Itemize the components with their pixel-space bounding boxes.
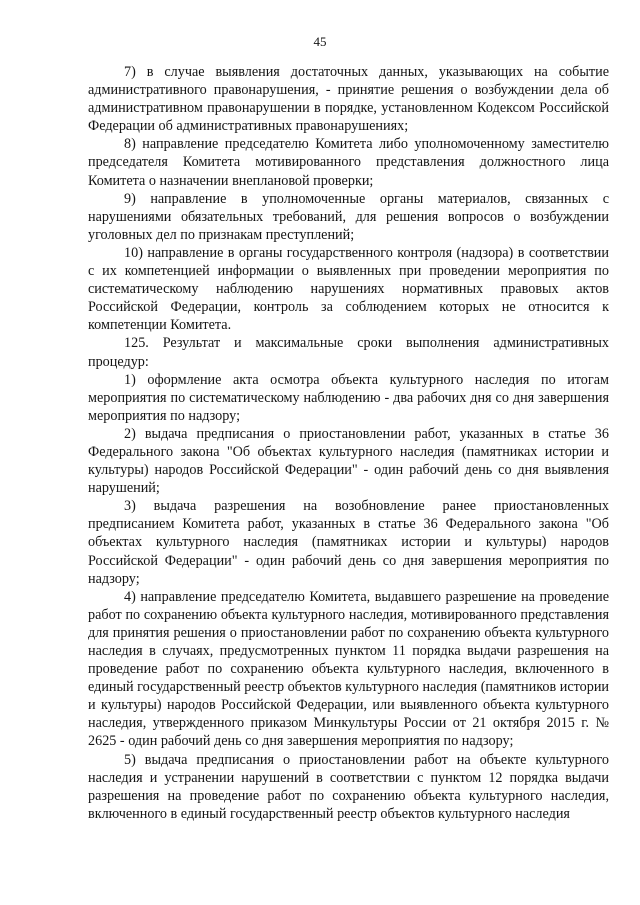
paragraph-result-5: 5) выдача предписания о приостановлении работ на объекте культурного наследия и устранении нарушений в соответствии с пунктом 12 порядка выдачи разрешения на проведение работ по сохранению объекта культурного наследия, включенного в единый государственный реестр объектов культурного наследия bbox=[88, 751, 609, 822]
paragraph-item-9: 9) направление в уполномоченные органы материалов, связанных с нарушениями обязательных требований, для решения вопросов о возбуждении уголовных дел по признакам преступлений; bbox=[88, 190, 609, 243]
paragraph-result-4: 4) направление председателю Комитета, выдавшего разрешение на проведение работ по сохранению объекта культурного наследия, мотивированного представления для принятия решения о приостановлении работ по сохранению объекта культурного наследия в случаях, предусмотренных пунктом 11 порядка выдачи разрешения на проведение работ по сохранению объекта культурного наследия, включенного в единый государственный реестр объектов культурного наследия (памятников истории и культуры) народов Российской Федерации, или выявленного объекта культурного наследия, утвержденного приказом Минкультуры России от 21 октября 2015 г. № 2625 - один рабочий день со дня завершения мероприятия по надзору; bbox=[88, 588, 609, 750]
paragraph-section-125: 125. Результат и максимальные сроки выполнения административных процедур: bbox=[88, 335, 609, 370]
paragraph-item-8: 8) направление председателю Комитета либо уполномоченному заместителю председателя Комитета мотивированного представления должностного лица Комитета о назначении внеплановой проверки; bbox=[88, 136, 609, 189]
paragraph-result-3: 3) выдача разрешения на возобновление ранее приостановленных предписанием Комитета работ, указанных в статье 36 Федерального закона "Об объектах культурного наследия (памятниках истории и культуры) народов Российской Федерации" - один рабочий день со дня завершения мероприятия по надзору; bbox=[88, 498, 609, 587]
paragraph-result-1: 1) оформление акта осмотра объекта культурного наследия по итогам мероприятия по систематическому наблюдению - два рабочих дня со дня завершения мероприятия по надзору; bbox=[88, 371, 609, 424]
paragraph-item-7: 7) в случае выявления достаточных данных, указывающих на событие административного правонарушения, - принятие решения о возбуждении дела об административном правонарушении в порядке, установленном Кодексом Российской Федерации об административных правонарушениях; bbox=[88, 64, 609, 135]
page-number: 45 bbox=[313, 34, 327, 49]
paragraph-result-2: 2) выдача предписания о приостановлении работ, указанных в статье 36 Федерального закона "Об объектах культурного наследия (памятниках истории и культуры) народов Российской Федерации" - один рабочий день со дня выявления нарушений; bbox=[88, 425, 609, 497]
document-body bbox=[88, 63, 609, 823]
paragraph-item-10: 10) направление в органы государственного контроля (надзора) в соответствии с их компетенцией информации о выявленных при проведении мероприятия по систематическому наблюдению нарушениях нормативных правовых актов Российской Федерации, контроль за соблюдением которых не относится к компетенции Комитета. bbox=[88, 244, 609, 334]
